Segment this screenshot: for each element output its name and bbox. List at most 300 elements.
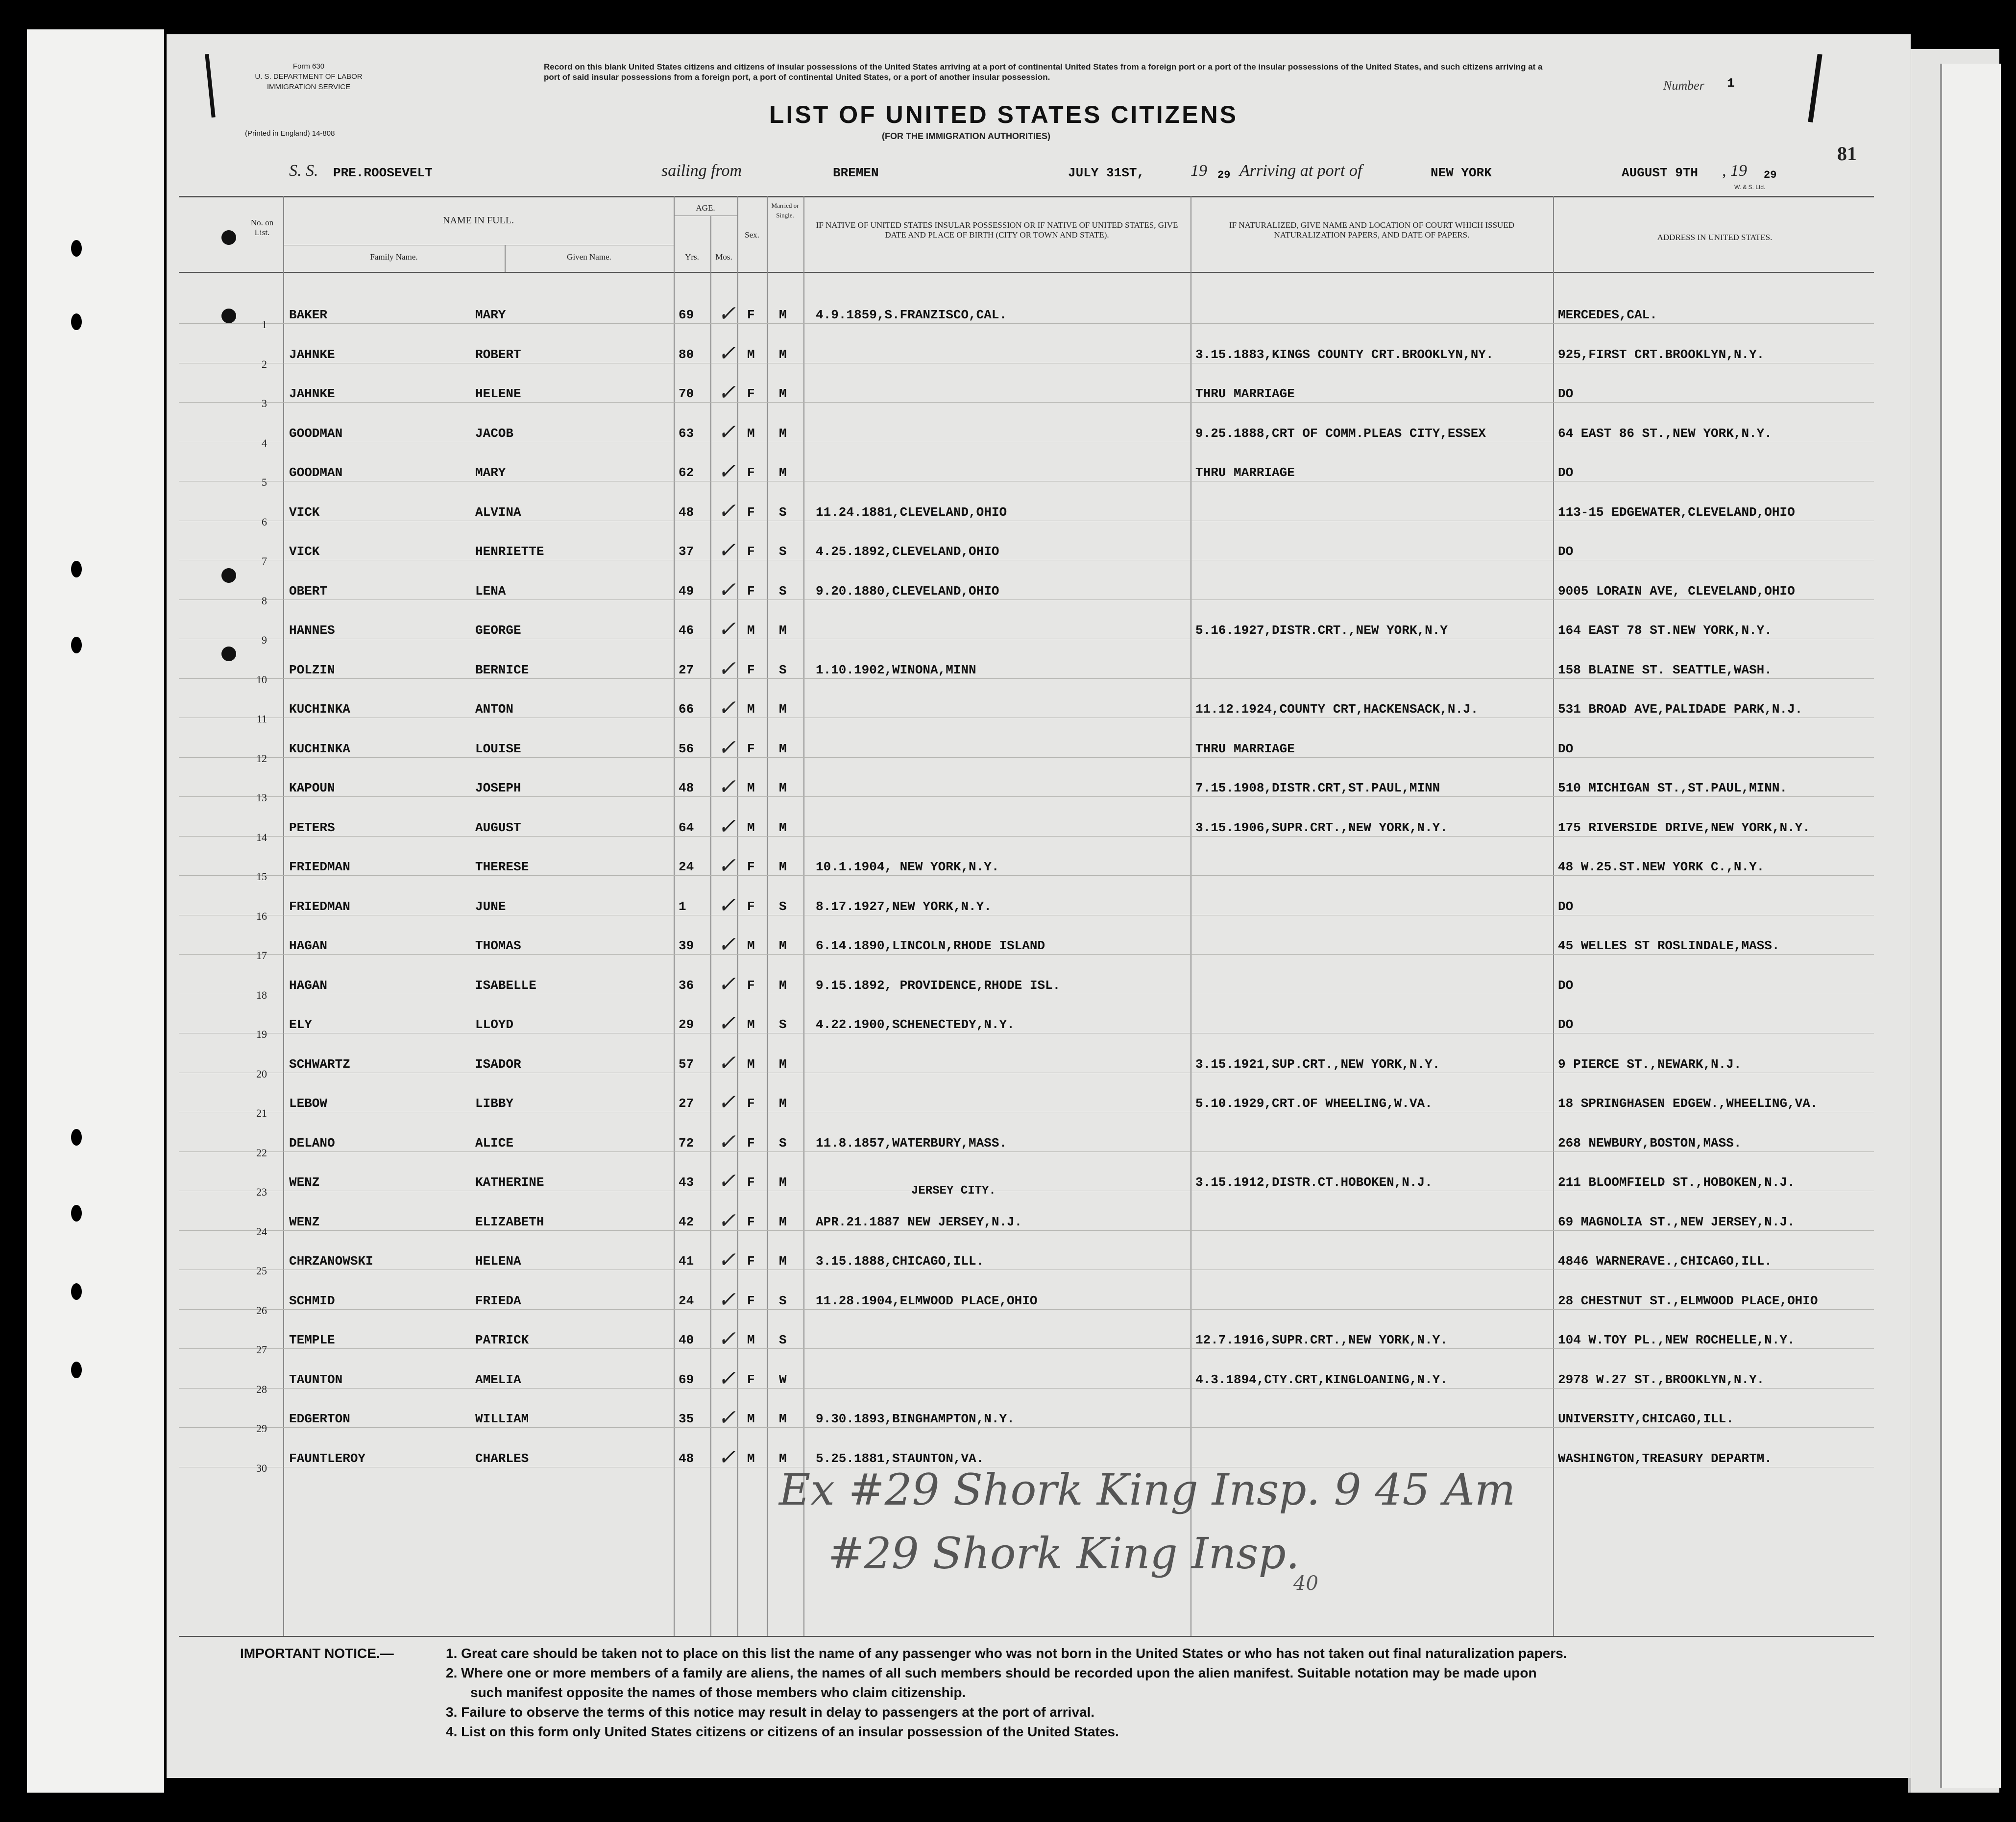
row-number: 9 — [262, 634, 267, 646]
departure-port: BREMEN — [833, 166, 879, 180]
address-cell: 28 CHESTNUT ST.,ELMWOOD PLACE,OHIO — [1558, 1293, 1818, 1308]
col-header-number: No. on List. — [250, 218, 274, 237]
row-rule — [179, 1427, 1874, 1428]
row-number: 10 — [256, 673, 267, 686]
given-name-cell: LOUISE — [475, 741, 521, 756]
age-cell: 48 — [679, 781, 694, 795]
birth-cell: 6.14.1890,LINCOLN,RHODE ISLAND — [816, 938, 1045, 953]
age-cell: 64 — [679, 820, 694, 835]
birth-cell: 10.1.1904, NEW YORK,N.Y. — [816, 860, 999, 874]
col-divider — [767, 196, 768, 1636]
check-mark: ✓ — [718, 932, 736, 957]
marital-status-cell: S — [779, 1333, 787, 1347]
family-name-cell: PETERS — [289, 820, 335, 835]
address-cell: 104 W.TOY PL.,NEW ROCHELLE,N.Y. — [1558, 1333, 1795, 1347]
birth-cell: 9.15.1892, PROVIDENCE,RHODE ISL. — [816, 978, 1061, 993]
row-rule — [179, 1388, 1874, 1389]
given-name-cell: ELIZABETH — [475, 1214, 544, 1229]
sex-cell: F — [747, 1096, 755, 1111]
birth-cell: 4.9.1859,S.FRANZISCO,CAL. — [816, 308, 1007, 322]
punch-hole — [71, 1205, 82, 1222]
sex-cell: M — [747, 820, 755, 835]
col-header-age: AGE. — [696, 203, 715, 213]
check-mark: ✓ — [718, 538, 736, 563]
family-name-cell: FRIEDMAN — [289, 899, 350, 914]
sex-cell: M — [747, 1451, 755, 1466]
check-mark: ✓ — [718, 1444, 736, 1470]
page-subtitle: (FOR THE IMMIGRATION AUTHORITIES) — [882, 131, 1050, 141]
row-number: 17 — [256, 949, 267, 961]
table-top-rule — [179, 196, 1874, 197]
col-header-address: ADDRESS IN UNITED STATES. — [1657, 233, 1773, 242]
given-name-cell: KATHERINE — [475, 1175, 544, 1190]
row-number: 8 — [262, 594, 267, 607]
manifest-page — [167, 34, 1911, 1778]
page-number: 81 — [1837, 143, 1857, 165]
check-mark: ✓ — [718, 1326, 736, 1351]
sex-cell: F — [747, 978, 755, 993]
address-cell: DO — [1558, 1017, 1574, 1032]
birth-cell: 5.25.1881,STAUNTON,VA. — [816, 1451, 984, 1466]
form-block — [235, 61, 382, 92]
family-name-cell: JAHNKE — [289, 347, 335, 362]
arrival-date: AUGUST 9TH — [1622, 166, 1699, 180]
given-name-cell: HELENA — [475, 1254, 521, 1269]
marital-status-cell: M — [779, 426, 787, 441]
row-rule — [179, 1230, 1874, 1231]
check-mark: ✓ — [718, 419, 736, 445]
sex-cell: M — [747, 702, 755, 717]
sex-cell: F — [747, 1254, 755, 1269]
age-cell: 63 — [679, 426, 694, 441]
page-title: LIST OF UNITED STATES CITIZENS — [769, 101, 1239, 128]
age-cell: 62 — [679, 465, 694, 480]
year-prefix: 19 — [1190, 162, 1207, 180]
given-name-cell: ALICE — [475, 1135, 514, 1151]
age-cell: 27 — [679, 1096, 694, 1111]
address-cell: DO — [1558, 465, 1574, 480]
age-cell: 43 — [679, 1175, 694, 1190]
check-mark: ✓ — [718, 577, 736, 602]
sex-cell: M — [747, 781, 755, 795]
family-name-cell: GOODMAN — [289, 426, 343, 441]
marital-status-cell: S — [779, 1293, 787, 1308]
sex-cell: F — [747, 544, 755, 559]
birth-cell: 11.28.1904,ELMWOOD PLACE,OHIO — [816, 1293, 1038, 1308]
sex-cell: F — [747, 1175, 755, 1190]
form-service: IMMIGRATION SERVICE — [267, 83, 351, 91]
check-mark: ✓ — [718, 459, 736, 484]
address-cell: 175 RIVERSIDE DRIVE,NEW YORK,N.Y. — [1558, 820, 1810, 835]
given-name-cell: WILLIAM — [475, 1412, 529, 1426]
punch-hole — [71, 313, 82, 330]
arrival-year: 29 — [1764, 169, 1777, 181]
address-cell: 2978 W.27 ST.,BROOKLYN,N.Y. — [1558, 1372, 1765, 1387]
row-number: 20 — [256, 1067, 267, 1080]
row-rule — [179, 1348, 1874, 1349]
marital-status-cell: S — [779, 504, 787, 520]
sex-cell: F — [747, 504, 755, 520]
family-name-cell: FAUNTLEROY — [289, 1451, 366, 1466]
row-rule — [179, 836, 1874, 837]
sex-cell: F — [747, 899, 755, 914]
birth-cell: 8.17.1927,NEW YORK,N.Y. — [816, 899, 992, 914]
birth-cell: 1.10.1902,WINONA,MINN — [816, 662, 976, 677]
birth-note: JERSEY CITY. — [911, 1184, 996, 1198]
check-mark: ✓ — [718, 1366, 736, 1391]
birth-cell: 4.22.1900,SCHENECTEDY,N.Y. — [816, 1017, 1015, 1032]
address-cell: 925,FIRST CRT.BROOKLYN,N.Y. — [1558, 347, 1765, 362]
given-name-cell: ALVINA — [475, 504, 521, 520]
family-name-cell: KUCHINKA — [289, 702, 350, 717]
age-cell: 27 — [679, 662, 694, 677]
age-cell: 72 — [679, 1135, 694, 1151]
check-mark: ✓ — [718, 735, 736, 760]
col-divider — [710, 216, 711, 1636]
marital-status-cell: M — [779, 1175, 787, 1190]
row-number: 14 — [256, 831, 267, 843]
age-cell: 24 — [679, 1293, 694, 1308]
row-rule — [179, 875, 1874, 876]
age-cell: 39 — [679, 938, 694, 953]
address-cell: UNIVERSITY,CHICAGO,ILL. — [1558, 1412, 1734, 1426]
punch-hole — [71, 637, 82, 653]
sex-cell: F — [747, 860, 755, 874]
family-name-cell: KUCHINKA — [289, 741, 350, 756]
check-mark: ✓ — [718, 1090, 736, 1115]
printer-mark: W. & S. Ltd. — [1734, 184, 1766, 191]
punch-hole — [71, 240, 82, 257]
check-mark: ✓ — [718, 301, 736, 326]
row-rule — [179, 954, 1874, 955]
given-name-cell: JOSEPH — [475, 781, 521, 795]
check-mark: ✓ — [718, 498, 736, 524]
family-name-cell: TEMPLE — [289, 1333, 335, 1347]
marital-status-cell: M — [779, 1412, 787, 1426]
row-number: 30 — [256, 1462, 267, 1474]
naturalization-cell: THRU MARRIAGE — [1195, 465, 1295, 480]
address-cell: WASHINGTON,TREASURY DEPARTM. — [1558, 1451, 1772, 1466]
instructions-text: Record on this blank United States citizens and citizens of insular possessions of the United States arriving at a port of continental United States from a foreign port or a port of the insular possessions of the United States, and such citizens arriving at a port of said insular possessions from a foreign port, a port of continental United States, or a port of another insular possession. — [544, 62, 1543, 82]
birth-cell: 9.20.1880,CLEVELAND,OHIO — [816, 583, 999, 599]
naturalization-cell: 5.16.1927,DISTR.CRT.,NEW YORK,N.Y — [1195, 623, 1448, 638]
arriving-label: Arriving at port of — [1239, 162, 1362, 180]
given-name-cell: LIBBY — [475, 1096, 514, 1111]
sex-cell: M — [747, 623, 755, 638]
family-name-cell: HAGAN — [289, 938, 328, 953]
given-name-cell: MARY — [475, 465, 506, 480]
row-rule — [179, 796, 1874, 797]
sex-cell: F — [747, 465, 755, 480]
naturalization-cell: 9.25.1888,CRT OF COMM.PLEAS CITY,ESSEX — [1195, 426, 1486, 441]
binding-ring-mark — [221, 230, 236, 245]
row-rule — [179, 323, 1874, 324]
marital-status-cell: M — [779, 308, 787, 322]
address-cell: 48 W.25.ST.NEW YORK C.,N.Y. — [1558, 860, 1765, 874]
given-name-cell: THERESE — [475, 860, 529, 874]
address-cell: DO — [1558, 978, 1574, 993]
check-mark: ✓ — [718, 892, 736, 918]
marital-status-cell: S — [779, 583, 787, 599]
col-header-yrs: Yrs. — [685, 252, 699, 262]
row-number: 3 — [262, 397, 267, 409]
family-name-cell: VICK — [289, 504, 320, 520]
col-divider — [674, 196, 675, 1636]
marital-status-cell: S — [779, 899, 787, 914]
notice-item: 2. Where one or more members of a family are aliens, the names of all such members should be recorded upon the alien manifest. Suitable notation may be made upon — [446, 1665, 1537, 1680]
notice-item: such manifest opposite the names of those members who claim citizenship. — [470, 1685, 966, 1700]
given-name-cell: ISABELLE — [475, 978, 536, 993]
age-cell: 69 — [679, 308, 694, 322]
col-divider — [1190, 196, 1191, 1636]
sex-cell: M — [747, 1412, 755, 1426]
age-cell: 57 — [679, 1056, 694, 1072]
naturalization-cell: 3.15.1912,DISTR.CT.HOBOKEN,N.J. — [1195, 1175, 1433, 1190]
row-rule — [179, 402, 1874, 403]
row-number: 1 — [262, 318, 267, 331]
address-cell: 158 BLAINE ST. SEATTLE,WASH. — [1558, 662, 1772, 677]
given-name-cell: GEORGE — [475, 623, 521, 638]
check-mark: ✓ — [718, 1405, 736, 1430]
address-cell: 9005 LORAIN AVE, CLEVELAND,OHIO — [1558, 583, 1795, 599]
given-name-cell: FRIEDA — [475, 1293, 521, 1308]
age-cell: 1 — [679, 899, 686, 914]
left-binding-strip — [27, 29, 164, 1793]
check-mark: ✓ — [718, 1011, 736, 1036]
notice-item: 4. List on this form only United States citizens or citizens of an insular possession of the United States. — [446, 1724, 1119, 1739]
row-rule — [179, 1309, 1874, 1310]
binding-ring-mark — [221, 309, 236, 323]
address-cell: 69 MAGNOLIA ST.,NEW JERSEY,N.J. — [1558, 1214, 1795, 1229]
handwritten-mark: 40 — [1293, 1572, 1318, 1595]
check-mark: ✓ — [718, 695, 736, 720]
marital-status-cell: S — [779, 1135, 787, 1151]
punch-hole — [71, 1129, 82, 1146]
row-number: 27 — [256, 1343, 267, 1356]
form-department: U. S. DEPARTMENT OF LABOR — [255, 72, 363, 81]
naturalization-cell: 4.3.1894,CTY.CRT,KINGLOANING,N.Y. — [1195, 1372, 1448, 1387]
birth-cell: 11.8.1857,WATERBURY,MASS. — [816, 1135, 1007, 1151]
address-cell: 45 WELLES ST ROSLINDALE,MASS. — [1558, 938, 1780, 953]
number-label: Number — [1663, 78, 1704, 93]
col-header-mos: Mos. — [715, 252, 732, 262]
row-number: 13 — [256, 791, 267, 804]
family-name-cell: FRIEDMAN — [289, 860, 350, 874]
col-header-naturalized: IF NATURALIZED, GIVE NAME AND LOCATION OF COURT WHICH ISSUED NATURALIZATION PAPERS, AND DATE OF PAPERS. — [1229, 220, 1514, 240]
address-cell: 531 BROAD AVE,PALIDADE PARK,N.J. — [1558, 702, 1803, 717]
sex-cell: F — [747, 741, 755, 756]
given-name-cell: BERNICE — [475, 662, 529, 677]
col-header-family: Family Name. — [370, 252, 418, 262]
check-mark: ✓ — [718, 971, 736, 997]
row-rule — [179, 678, 1874, 679]
given-name-cell: AUGUST — [475, 820, 521, 835]
number-value: 1 — [1727, 76, 1735, 91]
notice-item: 3. Failure to observe the terms of this notice may result in delay to passengers at the port of arrival. — [446, 1704, 1095, 1720]
given-name-cell: HENRIETTE — [475, 544, 544, 559]
age-cell: 70 — [679, 386, 694, 401]
marital-status-cell: M — [779, 465, 787, 480]
given-name-cell: MARY — [475, 308, 506, 322]
address-cell: 64 EAST 86 ST.,NEW YORK,N.Y. — [1558, 426, 1772, 441]
given-name-cell: ISADOR — [475, 1056, 521, 1072]
address-cell: 18 SPRINGHASEN EDGEW.,WHEELING,VA. — [1558, 1096, 1818, 1111]
age-cell: 41 — [679, 1254, 694, 1269]
address-cell: DO — [1558, 386, 1574, 401]
punch-hole — [71, 1283, 82, 1300]
age-cell: 46 — [679, 623, 694, 638]
family-name-cell: TAUNTON — [289, 1372, 343, 1387]
address-cell: 164 EAST 78 ST.NEW YORK,N.Y. — [1558, 623, 1772, 638]
sex-cell: F — [747, 386, 755, 401]
sex-cell: F — [747, 308, 755, 322]
age-cell: 80 — [679, 347, 694, 362]
naturalization-cell: 3.15.1906,SUPR.CRT.,NEW YORK,N.Y. — [1195, 820, 1448, 835]
binding-ring-mark — [221, 647, 236, 661]
sex-cell: F — [747, 1135, 755, 1151]
form-number: Form 630 — [292, 62, 325, 71]
marital-status-cell: M — [779, 623, 787, 638]
given-name-cell: LLOYD — [475, 1017, 514, 1032]
sex-cell: F — [747, 1293, 755, 1308]
age-cell: 24 — [679, 860, 694, 874]
row-number: 23 — [256, 1186, 267, 1198]
birth-cell: APR.21.1887 NEW JERSEY,N.J. — [816, 1214, 1022, 1229]
row-number: 19 — [256, 1028, 267, 1040]
row-number: 24 — [256, 1225, 267, 1238]
address-cell: 211 BLOOMFIELD ST.,HOBOKEN,N.J. — [1558, 1175, 1795, 1190]
family-name-cell: HANNES — [289, 623, 335, 638]
row-rule — [179, 1151, 1874, 1152]
age-cell: 56 — [679, 741, 694, 756]
marital-status-cell: S — [779, 1017, 787, 1032]
row-number: 7 — [262, 555, 267, 567]
family-name-cell: EDGERTON — [289, 1412, 350, 1426]
sex-cell: F — [747, 1372, 755, 1387]
departure-date: JULY 31ST, — [1068, 166, 1145, 180]
marital-status-cell: W — [779, 1372, 787, 1387]
check-mark: ✓ — [718, 853, 736, 878]
printed-note: (Printed in England) 14-808 — [245, 129, 335, 138]
naturalization-cell: THRU MARRIAGE — [1195, 741, 1295, 756]
col-header-married: Married or Single. — [771, 202, 799, 219]
given-name-cell: PATRICK — [475, 1333, 529, 1347]
header-bottom-rule — [179, 272, 1874, 273]
marital-status-cell: M — [779, 741, 787, 756]
sex-cell: F — [747, 1214, 755, 1229]
marital-status-cell: M — [779, 978, 787, 993]
address-cell: MERCEDES,CAL. — [1558, 308, 1657, 322]
row-number: 29 — [256, 1422, 267, 1435]
sailing-label: sailing from — [661, 162, 742, 180]
sex-cell: M — [747, 938, 755, 953]
marital-status-cell: M — [779, 938, 787, 953]
family-name-cell: SCHMID — [289, 1293, 335, 1308]
row-number: 6 — [262, 515, 267, 528]
marital-status-cell: S — [779, 544, 787, 559]
age-cell: 69 — [679, 1372, 694, 1387]
sex-cell: M — [747, 347, 755, 362]
check-mark: ✓ — [718, 1287, 736, 1312]
address-cell: 268 NEWBURY,BOSTON,MASS. — [1558, 1135, 1742, 1151]
row-number: 2 — [262, 358, 267, 370]
check-mark: ✓ — [718, 1050, 736, 1076]
sex-cell: F — [747, 583, 755, 599]
marital-status-cell: M — [779, 1096, 787, 1111]
marital-status-cell: M — [779, 860, 787, 874]
row-number: 16 — [256, 910, 267, 922]
age-cell: 48 — [679, 504, 694, 520]
row-number: 21 — [256, 1107, 267, 1119]
given-name-cell: AMELIA — [475, 1372, 521, 1387]
col-header-sex: Sex. — [745, 230, 759, 240]
family-name-cell: LEBOW — [289, 1096, 328, 1111]
punch-hole — [71, 1362, 82, 1378]
address-cell: DO — [1558, 741, 1574, 756]
given-name-cell: HELENE — [475, 386, 521, 401]
ss-label: S. S. — [289, 162, 318, 180]
age-cell: 29 — [679, 1017, 694, 1032]
age-cell: 36 — [679, 978, 694, 993]
col-divider — [1553, 196, 1554, 1636]
marital-status-cell: M — [779, 1056, 787, 1072]
col-divider — [803, 196, 804, 1636]
row-number: 28 — [256, 1383, 267, 1395]
age-cell: 35 — [679, 1412, 694, 1426]
row-number: 4 — [262, 436, 267, 449]
check-mark: ✓ — [718, 380, 736, 405]
given-name-cell: CHARLES — [475, 1451, 529, 1466]
family-name-cell: HAGAN — [289, 978, 328, 993]
marital-status-cell: M — [779, 347, 787, 362]
handwritten-inspection-note: Ex #29 Shork King Insp. 9 45 Am — [779, 1464, 1516, 1515]
family-name-cell: VICK — [289, 544, 320, 559]
marital-status-cell: M — [779, 1254, 787, 1269]
naturalization-cell: 12.7.1916,SUPR.CRT.,NEW YORK,N.Y. — [1195, 1333, 1448, 1347]
age-cell: 42 — [679, 1214, 694, 1229]
address-cell: 9 PIERCE ST.,NEWARK,N.J. — [1558, 1056, 1742, 1072]
address-cell: DO — [1558, 899, 1574, 914]
check-mark: ✓ — [718, 1169, 736, 1194]
family-name-cell: BAKER — [289, 308, 328, 322]
marital-status-cell: M — [779, 386, 787, 401]
row-number: 11 — [256, 713, 267, 725]
family-name-cell: POLZIN — [289, 662, 335, 677]
family-name-cell: ELY — [289, 1017, 312, 1032]
check-mark: ✓ — [718, 1129, 736, 1154]
table-bottom-rule — [179, 1636, 1874, 1637]
given-name-cell: LENA — [475, 583, 506, 599]
arrival-port: NEW YORK — [1431, 166, 1492, 180]
year-prefix: , 19 — [1722, 162, 1747, 180]
departure-year: 29 — [1217, 169, 1231, 181]
col-divider — [737, 196, 738, 1636]
family-name-cell: GOODMAN — [289, 465, 343, 480]
age-cell: 37 — [679, 544, 694, 559]
sex-cell: M — [747, 1333, 755, 1347]
naturalization-cell: 5.10.1929,CRT.OF WHEELING,W.VA. — [1195, 1096, 1433, 1111]
family-name-cell: SCHWARTZ — [289, 1056, 350, 1072]
row-rule — [179, 757, 1874, 758]
right-page-edge — [1940, 64, 2001, 1788]
age-cell: 40 — [679, 1333, 694, 1347]
check-mark: ✓ — [718, 814, 736, 839]
check-mark: ✓ — [718, 340, 736, 366]
naturalization-cell: 11.12.1924,COUNTY CRT,HACKENSACK,N.J. — [1195, 702, 1479, 717]
row-number: 25 — [256, 1265, 267, 1277]
row-number: 12 — [256, 752, 267, 765]
check-mark: ✓ — [718, 617, 736, 642]
